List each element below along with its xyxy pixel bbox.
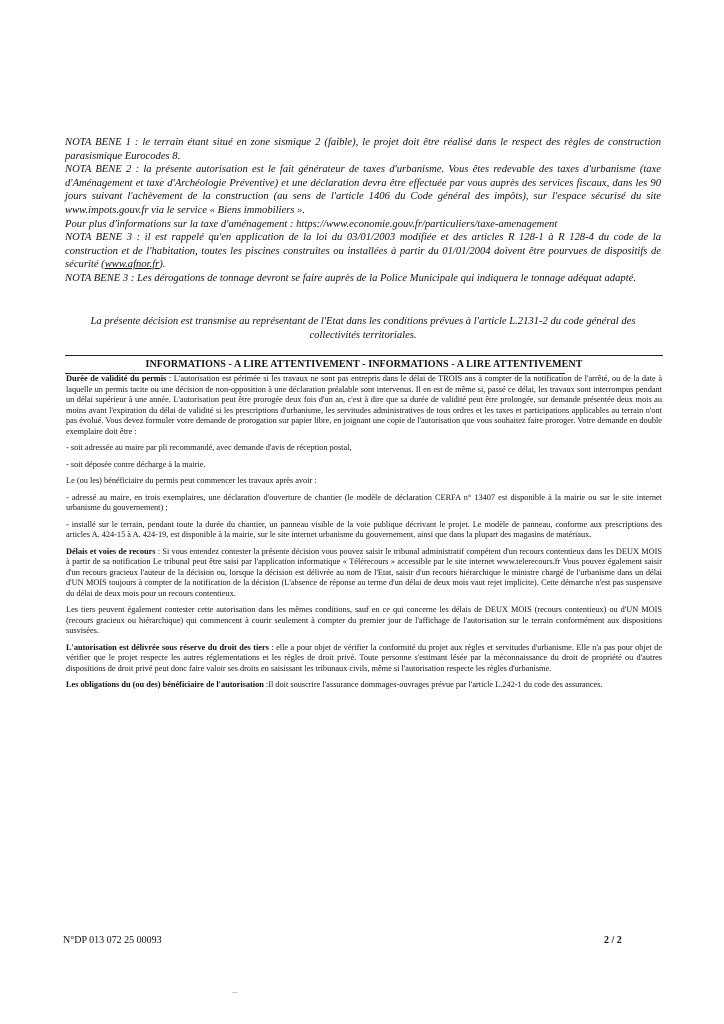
info-title: INFORMATIONS - A LIRE ATTENTIVEMENT - INFORMATIONS - A LIRE ATTENTIVEMENT xyxy=(145,359,583,370)
obligations-label: Les obligations du (ou des) bénéficiaire de l'autorisation xyxy=(66,680,264,689)
decision-transmission: La présente décision est transmise au représentant de l'Etat dans les conditions prévues à l'article L.2131-2 du code général des collectivités territoriales. xyxy=(90,316,636,341)
reserve-label: L'autorisation est délivrée sous réserve du droit des tiers xyxy=(66,642,269,652)
top-divider xyxy=(65,355,663,356)
tiers-paragraph: Les tiers peuvent également contester cette autorisation dans les mêmes conditions, sauf en ce qui concerne les délais de DEUX MOIS (recours contentieux) ou d'UN MOIS (recours gracieux ou hiérarchique) qui commencent à courir seulement à compter du premier jour de l'affichage de l'autorisation sur le terrain conformément aux dispositions susvisées. xyxy=(66,605,662,635)
info-body xyxy=(66,374,662,697)
validite-label: Durée de validité du permis xyxy=(66,374,167,383)
nota-bene-section xyxy=(65,136,661,286)
recours-text: : Si vous entendez contester la présente décision vous pouvez saisir le tribunal administratif compétent d'un recours contentieux dans les DEUX MOIS à partir de sa notification Le tribunal peut être saisi par l'application informatique « Télérecours » accessible par le site internet www.telerecours.fr Vous pouvez également saisir d'un recours gracieux l'auteur de la décision ou, lorsque la décision est délivrée au nom de l'Etat, saisir d'un recours hiérarchique le ministre chargé de l'urbanisme dans un délai d'UN MOIS toujours à compter de la notification de la décision (L'absence de réponse au terme d'un délai de deux mois vaut rejet implicite). Cette démarche n'est pas suspensive du délai de deux mois pour un recours contentieux. xyxy=(66,546,662,598)
recours-paragraph xyxy=(66,547,662,600)
afnor-link[interactable]: www.afnor.fr xyxy=(104,259,160,271)
reserve-text: : elle a pour objet de vérifier la conformité du projet aux règles et servitudes d'urbanisme. Elle n'a pas pour objet de vérifier que le projet respecte les autres réglementations et les règles de droit privé. Toute personne s'estimant lésée par la méconnaissance du droit de propriété ou d'autres dispositions de droit privé peut donc faire valoir ses droits en saisissant les tribunaux civils, même si l'autorisation respecte les règles d'urbanisme. xyxy=(66,642,662,673)
page-number: 2 / 2 xyxy=(604,935,622,946)
beneficiaire-paragraph: Le (ou les) bénéficiaire du permis peut commencer les travaux après avoir : xyxy=(66,476,317,485)
nota-bene-3b: NOTA BENE 3 : Les dérogations de tonnage devront se faire auprès de la Police Municipale qui indiquera le tonnage adéquat adapté. xyxy=(65,272,636,284)
nota-bene-3-end: ). xyxy=(159,259,166,271)
nota-bene-3 xyxy=(65,231,661,272)
nota-bene-2-info: Pour plus d'informations sur la taxe d'aménagement : https://www.economie.gouv.fr/particuliers/taxe-amenagement xyxy=(65,218,558,230)
recours-label: Délais et voies de recours xyxy=(66,546,156,556)
nota-bene-1: NOTA BENE 1 : le terrain étant situé en zone sismique 2 (faible), le projet doit être réalisé dans le respect des règles de construction parasismique Eurocodes 8. xyxy=(65,137,661,162)
nota-bene-2: NOTA BENE 2 : la présente autorisation est le fait générateur de taxes d'urbanisme. Vous êtes redevable des taxes d'urbanisme (taxe d'Aménagement et taxe d'Archéologie Préventive) et une déclaration devra être effectuée par vous auprès des services fiscaux, dans les 90 jours suivant l'achèvement de la construction (au sens de l'article 1406 du Code général des impôts), sur l'espace sécurisé du site www.impots.gouv.fr via le service « Biens immobiliers ». xyxy=(65,164,661,216)
info-header xyxy=(65,355,663,374)
reserve-paragraph xyxy=(66,643,662,675)
list-item: - adressé au maire, en trois exemplaires, une déclaration d'ouverture de chantier (le modèle de déclaration CERFA n° 13407 est disponible à la mairie ou sur le site internet urbanisme du gouvernement) ; xyxy=(66,492,662,512)
list-item: - soit déposée contre décharge à la mairie. xyxy=(66,459,206,469)
scan-mark xyxy=(232,992,238,993)
obligations-paragraph xyxy=(66,680,662,691)
nota-bene-3-text: NOTA BENE 3 : il est rappelé qu'en application de la loi du 03/01/2003 modifiée et des articles R 128-1 à R 128-4 du code de la construction et de l'habitation, toutes les piscines construites ou installées à partir du 01/01/2004 doivent être pourvues de dispositifs de sécurité ( xyxy=(65,232,661,271)
list-item: - installé sur le terrain, pendant toute la durée du chantier, un panneau visible de la voie publique décrivant le projet. Le modèle de panneau, conforme aux prescriptions des articles A. 424-15 à A. 424-19, est disponible à la mairie, sur le site internet urbanisme du gouvernement, ainsi que dans la plupart des magasins de matériaux. xyxy=(66,519,662,539)
obligations-text: :Il doit souscrire l'assurance dommages-ouvrages prévue par l'article L.242-1 du code des assurances. xyxy=(263,680,603,689)
validite-text: : L'autorisation est périmée si les travaux ne sont pas entrepris dans le délai de TROIS ans à compter de la notification de l'arrêté, ou de la date à laquelle un permis tacite ou une décision de non-opposition à une déclaration préalable sont intervenus. Il en est de même si, passé ce délai, les travaux sont interrompus pendant un délai supérieur à une année. L'autorisation peut être prorogée deux fois d'un an, c'est à dire que sa durée de validité peut être prolongée, sur demande présentée deux mois au moins avant l'expiration du délai de validité si les prescriptions d'urbanisme, les servitudes administratives de tous ordres et les taxes et participations applicables au terrain n'ont pas évolué. Vous devez formuler votre demande de prorogation sur papier libre, en joignant une copie de l'autorisation que vous souhaitez faire proroger. Votre demande en double exemplaire doit être : xyxy=(66,374,662,436)
footer-reference: N°DP 013 072 25 00093 xyxy=(63,935,162,946)
validite-paragraph xyxy=(66,374,662,437)
list-item: - soit adressée au maire par pli recommandé, avec demande d'avis de réception postal, xyxy=(66,443,352,452)
